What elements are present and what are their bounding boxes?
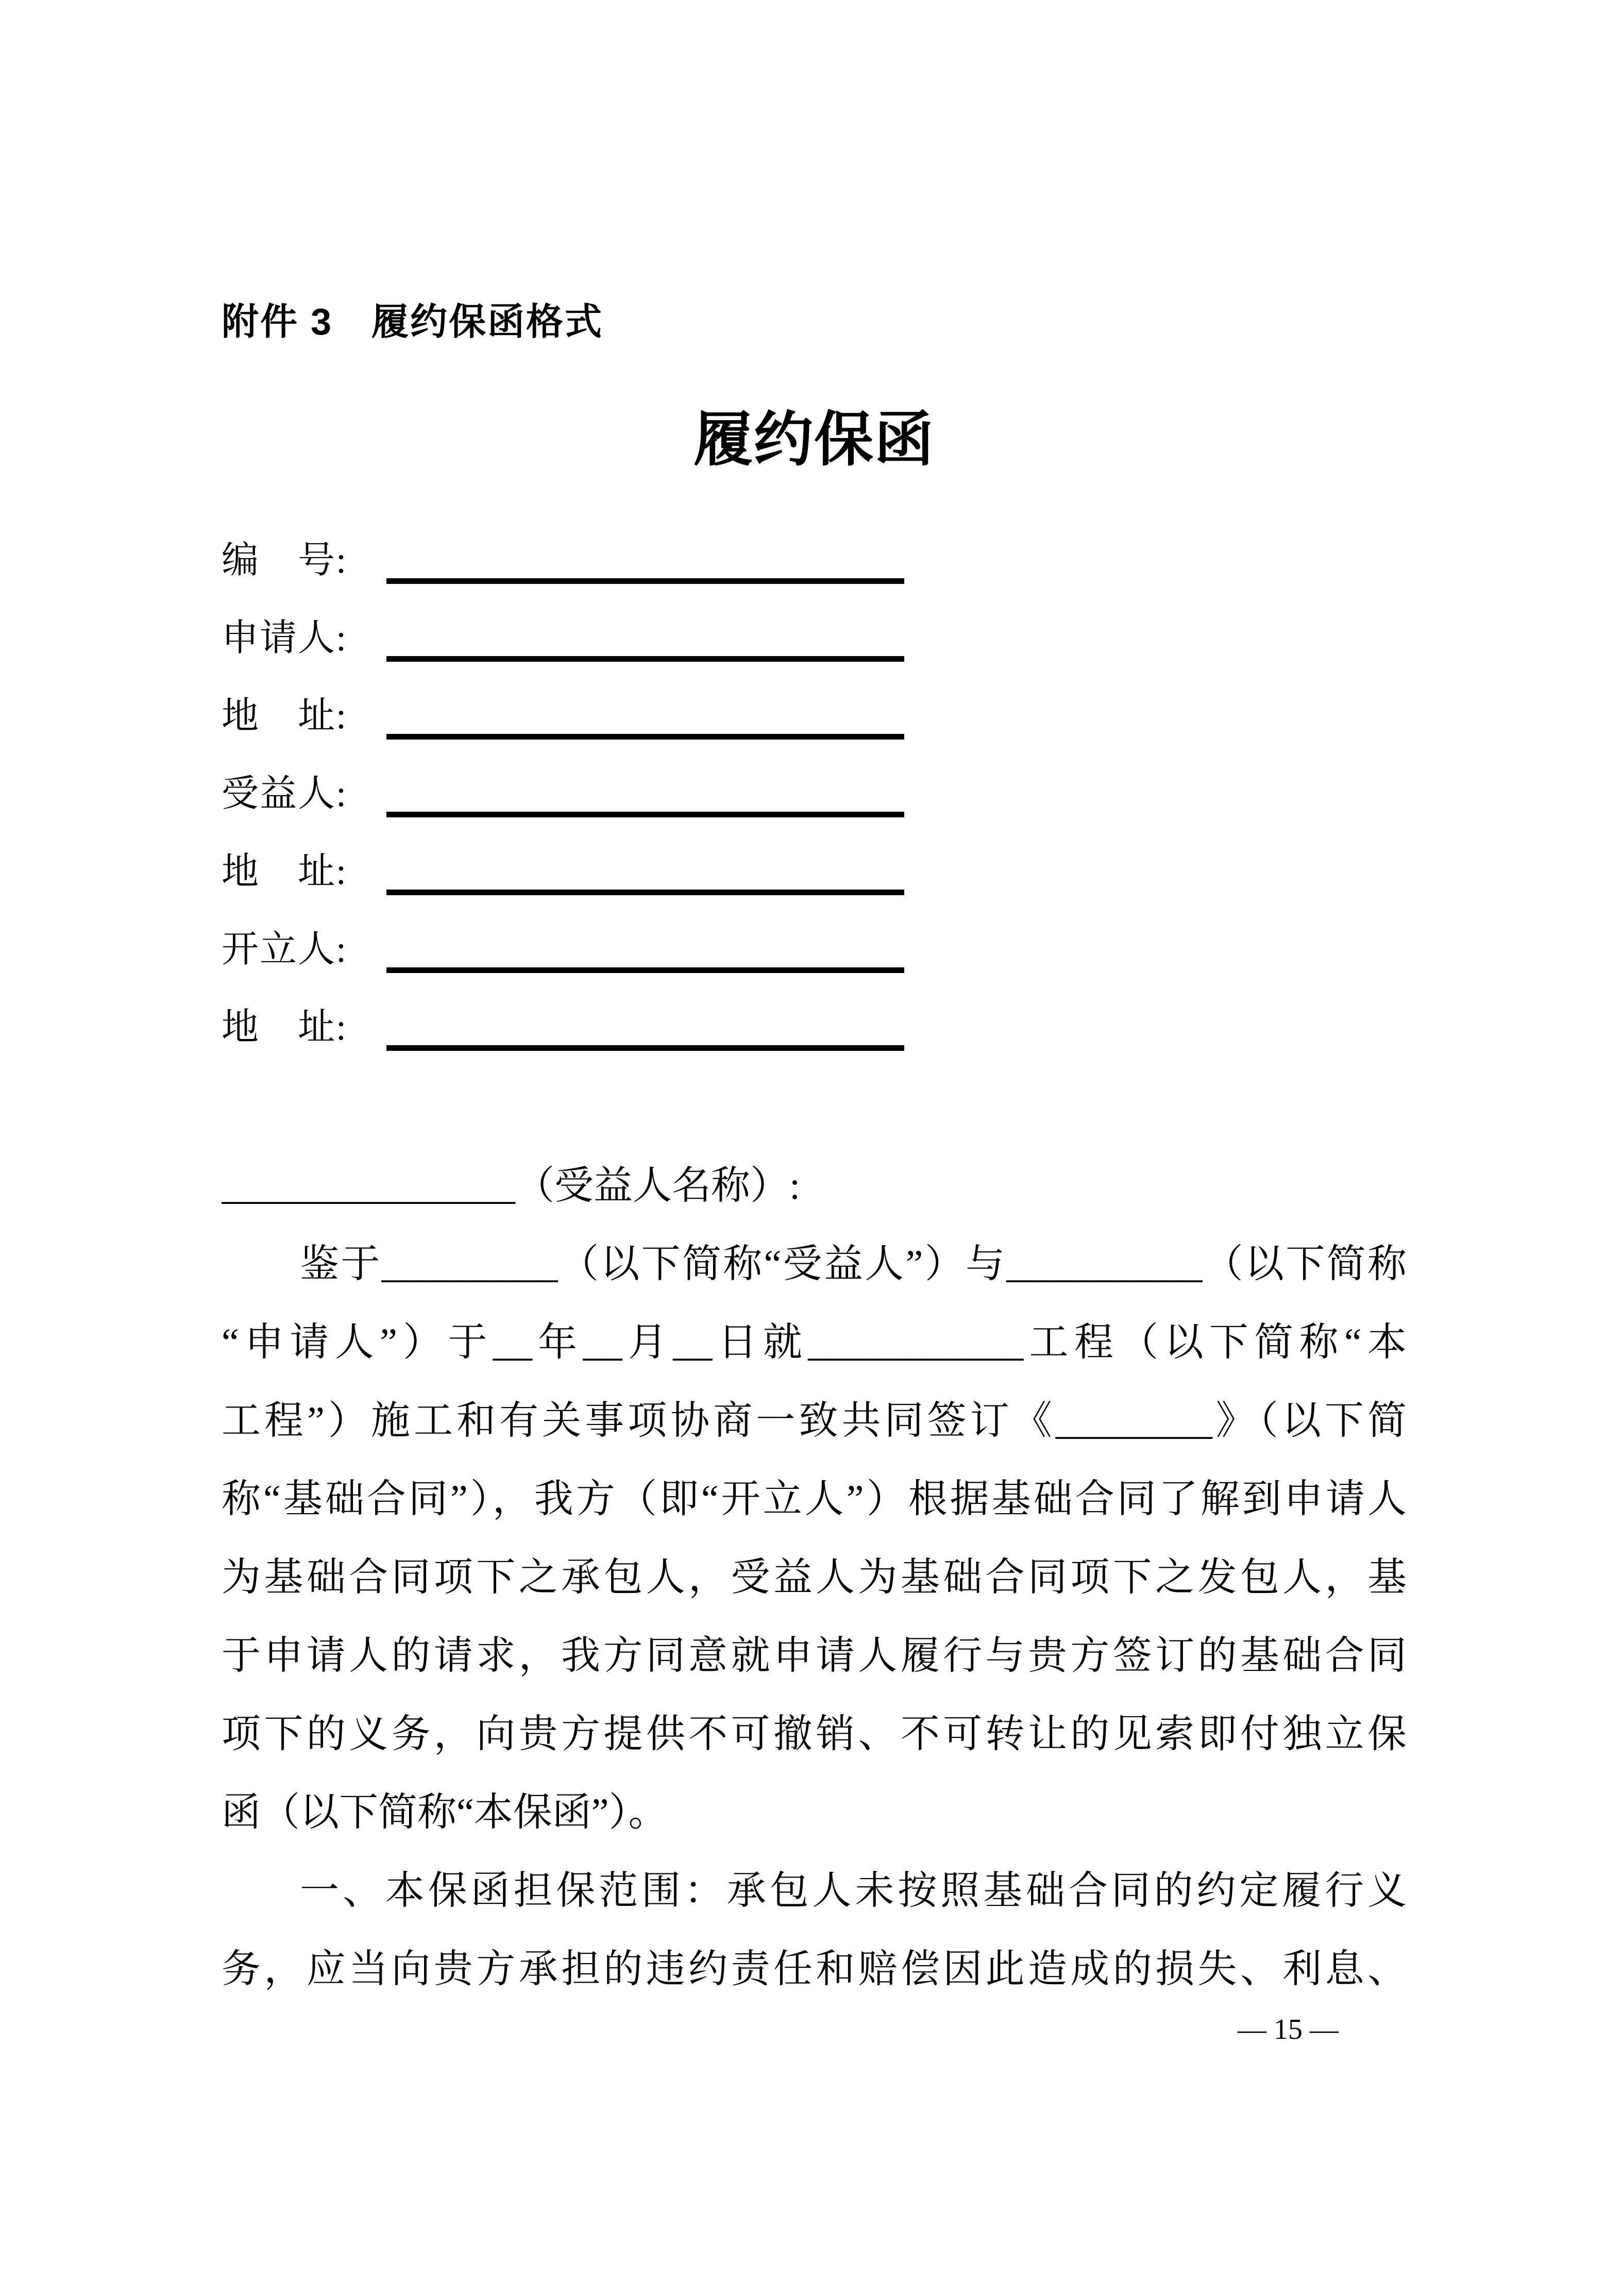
field-label: 地 址: xyxy=(222,1007,348,1048)
field-row-number xyxy=(222,530,1407,608)
field-blank-line xyxy=(386,812,904,817)
field-row-beneficiary xyxy=(222,763,1407,841)
body-line-salutation: _______________（受益人名称）: xyxy=(222,1164,801,1208)
body-line: 务，应当向贵方承担的违约责任和赔偿因此造成的损失、利息、 xyxy=(222,1948,1407,1991)
body-line: “申请人”）于__年__月__日就___________工程（以下简称“本 xyxy=(222,1321,1407,1364)
field-blank-line xyxy=(386,890,904,895)
field-blank-line xyxy=(386,578,904,584)
document-title: 履约保函 xyxy=(693,407,935,473)
body-line: 为基础合同项下之承包人，受益人为基础合同项下之发包人，基 xyxy=(222,1556,1407,1599)
body-line: 工程”）施工和有关事项协商一致共同签订《________》（以下简 xyxy=(222,1399,1407,1443)
body-line-clause-1: 一、本保函担保范围：承包人未按照基础合同的约定履行义 xyxy=(300,1869,1407,1913)
body-line: 函（以下简称“本保函”）。 xyxy=(222,1791,668,1834)
field-label: 受益人: xyxy=(222,773,348,814)
body-line: 称“基础合同”），我方（即“开立人”）根据基础合同了解到申请人 xyxy=(222,1478,1407,1521)
page-number: — 15 — xyxy=(1238,2014,1339,2046)
field-label: 地 址: xyxy=(222,695,348,736)
field-row-applicant xyxy=(222,608,1407,685)
field-blank-line xyxy=(386,656,904,662)
field-label: 编 号: xyxy=(222,540,348,581)
attachment-heading: 附件 3 履约保函格式 xyxy=(222,301,604,343)
field-blank-line xyxy=(386,734,904,740)
field-row-address-3 xyxy=(222,997,1407,1075)
body-line: 项下的义务，向贵方提供不可撤销、不可转让的见索即付独立保 xyxy=(222,1713,1407,1756)
field-row-issuer xyxy=(222,919,1407,997)
field-row-address-1 xyxy=(222,685,1407,763)
field-label: 申请人: xyxy=(222,617,348,659)
body-line: 鉴于_________（以下简称“受益人”）与__________（以下简称 xyxy=(300,1243,1407,1286)
body-line: 于申请人的请求，我方同意就申请人履行与贵方签订的基础合同 xyxy=(222,1634,1407,1678)
body-text xyxy=(222,1147,1407,2008)
field-row-address-2 xyxy=(222,841,1407,919)
field-blank-line xyxy=(386,967,904,973)
field-label: 开立人: xyxy=(222,929,348,970)
field-blank-line xyxy=(386,1045,904,1051)
form-fields xyxy=(222,530,1407,1075)
field-label: 地 址: xyxy=(222,851,348,892)
